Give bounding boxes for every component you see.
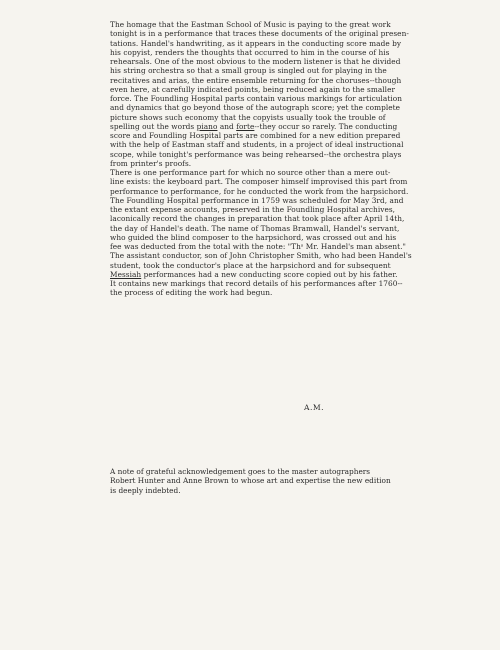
text-line: recitatives and arias, the entire ensemble returning for the choruses--though [110,75,402,85]
paragraph-keyboard-part [88,168,440,298]
text-line: rehearsals. One of the most obvious to the modern listener is that he divided [110,57,401,66]
text-line: Robert Hunter and Anne Brown to whose art and expertise the new edition [110,476,391,486]
acknowledgement-paragraph [88,467,440,495]
text-line: his copyist, renders the thoughts that occurred to him in the course of his [110,47,390,57]
text-line: with the help of Eastman staff and students, in a project of ideal instructional [110,140,404,150]
text-line: The assistant conductor, son of John Christopher Smith, who had been Handel's [110,251,412,261]
essay-body [88,20,440,298]
text-line: tations. Handel's handwriting, as it appears in the conducting score made by [110,38,402,48]
text-line: even here, at carefully indicated points, being reduced again to the smaller [110,84,396,94]
text-line: There is one performance part for which no source other than a mere out- [110,168,391,177]
paragraph-homage [88,20,440,168]
text-line: the day of Handel's death. The name of Thomas Bramwall, Handel's servant, [110,223,400,233]
text-fragment: and [217,121,237,131]
text-line [88,122,440,131]
text-line: performance to performance, for he conducted the work from the harpsichord. [110,186,409,196]
text-line: who guided the blind composer to the harpsichord, was crossed out and his [110,232,397,242]
underlined-word-messiah: Messiah [110,269,142,279]
text-line: the process of editing the work had begun. [110,288,273,298]
text-line: The Foundling Hospital performance in 1759 was scheduled for May 3rd, and [110,195,404,205]
text-fragment: spelling out the words [110,121,197,131]
text-fragment: performances had a new conducting score copied out by his father. [141,269,398,279]
text-line: A note of grateful acknowledgement goes to the master autographers [110,467,371,476]
text-line: the extant expense accounts, preserved in the Foundling Hospital archives, [110,205,396,214]
text-line: It contains new markings that record details of his performances after 1760-- [110,279,403,288]
text-line: is deeply indebted. [110,485,181,495]
text-line: fee was deducted from the total with the note: "Thˢ Mr. Handel's man absent." [110,242,406,251]
text-line: The homage that the Eastman School of Music is paying to the great work [110,20,391,29]
text-line: laconically record the changes in preparation that took place after April 14th, [110,214,405,224]
text-line: scope, while tonight's performance was being rehearsed--the orchestra plays [110,149,402,159]
text-fragment: --they occur so rarely. The conducting [254,121,398,131]
underlined-word-forte: forte [236,121,255,131]
text-line: line exists: the keyboard part. The composer himself improvised this part from [110,177,408,187]
text-line: tonight is in a performance that traces these documents of the original presen- [110,29,409,39]
text-line: his string orchestra so that a small group is singled out for playing in the [110,66,387,76]
text-line: score and Foundling Hospital parts are combined for a new edition prepared [110,131,401,140]
text-line: picture shows such economy that the copyists usually took the trouble of [110,112,386,122]
text-line: student, took the conductor's place at the harpsichord and for subsequent [110,260,391,270]
text-line: force. The Foundling Hospital parts contain various markings for articulation [110,94,402,103]
underlined-word-piano: piano [196,121,218,131]
text-line: from printer's proofs. [110,158,192,168]
text-line: and dynamics that go beyond those of the autograph score; yet the complete [110,103,401,113]
text-line [88,270,440,279]
author-initials: A.M. [304,403,325,412]
